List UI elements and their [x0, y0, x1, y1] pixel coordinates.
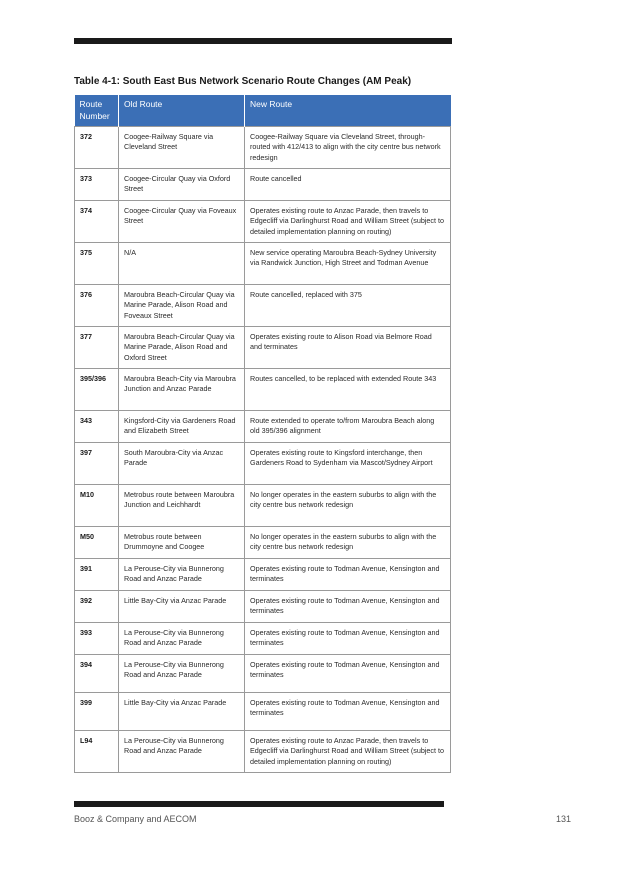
table-row: [75, 127, 451, 169]
new-route-cell: Operates existing route to Todman Avenue, Kensington and terminates: [245, 559, 451, 591]
old-route-cell: La Perouse-City via Bunnerong Road and Anzac Parade: [119, 731, 245, 773]
route-number-cell: 399: [75, 693, 119, 731]
route-number-cell: M10: [75, 485, 119, 527]
new-route-cell: Coogee-Railway Square via Cleveland Street, through-routed with 412/413 to align with the city centre bus network redesign: [245, 127, 451, 169]
old-route-cell: N/A: [119, 243, 245, 285]
old-route-cell: La Perouse-City via Bunnerong Road and Anzac Parade: [119, 559, 245, 591]
route-number-cell: 391: [75, 559, 119, 591]
old-route-cell: Little Bay-City via Anzac Parade: [119, 693, 245, 731]
header-route-number: Route Number: [75, 95, 119, 127]
table-caption: Table 4-1: South East Bus Network Scenario Route Changes (AM Peak): [74, 76, 412, 87]
table-row: [75, 443, 451, 485]
route-number-cell: 392: [75, 591, 119, 623]
table-row: [75, 411, 451, 443]
old-route-cell: Coogee-Circular Quay via Oxford Street: [119, 169, 245, 201]
new-route-cell: Route cancelled, replaced with 375: [245, 285, 451, 327]
old-route-cell: Kingsford-City via Gardeners Road and Elizabeth Street: [119, 411, 245, 443]
table-row: [75, 693, 451, 731]
table-row: [75, 243, 451, 285]
table-row: [75, 285, 451, 327]
route-number-cell: L94: [75, 731, 119, 773]
new-route-cell: No longer operates in the eastern suburbs to align with the city centre bus network redesign: [245, 527, 451, 559]
route-number-cell: 393: [75, 623, 119, 655]
old-route-cell: Metrobus route between Maroubra Junction and Leichhardt: [119, 485, 245, 527]
new-route-cell: Operates existing route to Todman Avenue, Kensington and terminates: [245, 623, 451, 655]
new-route-cell: New service operating Maroubra Beach-Sydney University via Randwick Junction, High Street and Todman Avenue: [245, 243, 451, 285]
new-route-cell: No longer operates in the eastern suburbs to align with the city centre bus network redesign: [245, 485, 451, 527]
route-number-cell: M50: [75, 527, 119, 559]
new-route-cell: Routes cancelled, to be replaced with extended Route 343: [245, 369, 451, 411]
old-route-cell: Metrobus route between Drummoyne and Coogee: [119, 527, 245, 559]
route-number-cell: 374: [75, 201, 119, 243]
new-route-cell: Operates existing route to Alison Road via Belmore Road and terminates: [245, 327, 451, 369]
new-route-cell: Route cancelled: [245, 169, 451, 201]
table-row: [75, 623, 451, 655]
new-route-cell: Operates existing route to Kingsford interchange, then Gardeners Road to Sydenham via Mascot/Sydney Airport: [245, 443, 451, 485]
old-route-cell: Maroubra Beach-City via Maroubra Junction and Anzac Parade: [119, 369, 245, 411]
header-old-route: Old Route: [119, 95, 245, 127]
table-row: [75, 559, 451, 591]
table-row: [75, 655, 451, 693]
route-number-cell: 372: [75, 127, 119, 169]
old-route-cell: Coogee-Circular Quay via Foveaux Street: [119, 201, 245, 243]
footer-company: Booz & Company and AECOM: [74, 814, 197, 824]
bottom-rule: [74, 801, 444, 807]
table-row: [75, 201, 451, 243]
new-route-cell: Operates existing route to Anzac Parade, then travels to Edgecliff via Darlinghurst Road and William Street (subject to detailed implementation planning on routing): [245, 201, 451, 243]
route-number-cell: 397: [75, 443, 119, 485]
table-header-row: [75, 95, 451, 127]
route-number-cell: 377: [75, 327, 119, 369]
new-route-cell: Operates existing route to Todman Avenue, Kensington and terminates: [245, 693, 451, 731]
table-row: [75, 327, 451, 369]
route-number-cell: 375: [75, 243, 119, 285]
header-new-route: New Route: [245, 95, 451, 127]
new-route-cell: Operates existing route to Todman Avenue, Kensington and terminates: [245, 655, 451, 693]
route-number-cell: 395/396: [75, 369, 119, 411]
table-row: [75, 527, 451, 559]
table-row: [75, 591, 451, 623]
route-number-cell: 343: [75, 411, 119, 443]
old-route-cell: South Maroubra-City via Anzac Parade: [119, 443, 245, 485]
route-number-cell: 373: [75, 169, 119, 201]
top-rule: [74, 38, 452, 44]
new-route-cell: Operates existing route to Todman Avenue, Kensington and terminates: [245, 591, 451, 623]
old-route-cell: Maroubra Beach-Circular Quay via Marine Parade, Alison Road and Oxford Street: [119, 327, 245, 369]
table-row: [75, 731, 451, 773]
page-number: 131: [556, 814, 572, 824]
old-route-cell: Little Bay-City via Anzac Parade: [119, 591, 245, 623]
route-number-cell: 376: [75, 285, 119, 327]
table-row: [75, 485, 451, 527]
new-route-cell: Operates existing route to Anzac Parade, then travels to Edgecliff via Darlinghurst Road and William Street (subject to detailed implementation planning on routing): [245, 731, 451, 773]
table-row: [75, 369, 451, 411]
table-row: [75, 169, 451, 201]
route-number-cell: 394: [75, 655, 119, 693]
new-route-cell: Route extended to operate to/from Maroubra Beach along old 395/396 alignment: [245, 411, 451, 443]
old-route-cell: Coogee-Railway Square via Cleveland Street: [119, 127, 245, 169]
old-route-cell: Maroubra Beach-Circular Quay via Marine Parade, Alison Road and Foveaux Street: [119, 285, 245, 327]
route-changes-table: [74, 95, 451, 773]
old-route-cell: La Perouse-City via Bunnerong Road and Anzac Parade: [119, 623, 245, 655]
old-route-cell: La Perouse-City via Bunnerong Road and Anzac Parade: [119, 655, 245, 693]
